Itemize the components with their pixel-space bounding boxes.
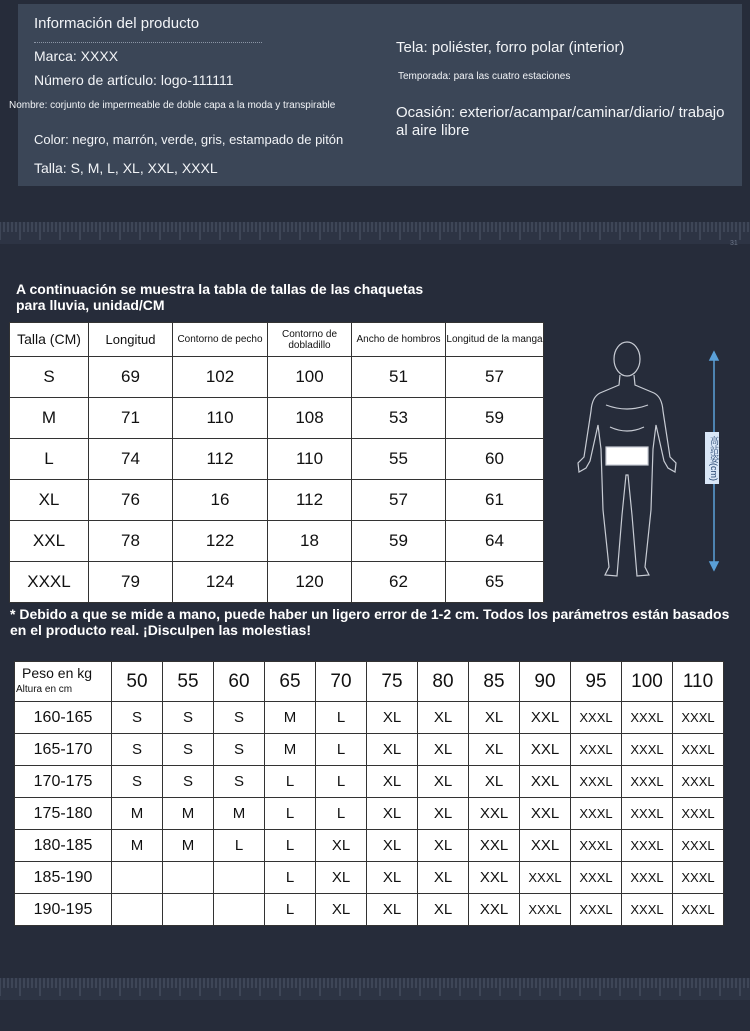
- size-label-cell: S: [10, 357, 89, 398]
- measurement-cell: 78: [89, 521, 173, 562]
- weight-header-cell: 60: [214, 662, 265, 702]
- recommended-size-cell: XXL: [469, 830, 520, 862]
- measurement-cell: 69: [89, 357, 173, 398]
- height-range-cell: 165-170: [15, 734, 112, 766]
- recommended-size-cell: XXL: [520, 830, 571, 862]
- weight-header-cell: 110: [673, 662, 724, 702]
- weight-header-cell: 55: [163, 662, 214, 702]
- recommended-size-cell: S: [112, 734, 163, 766]
- measurement-cell: 76: [89, 480, 173, 521]
- recommended-size-cell: XXXL: [673, 798, 724, 830]
- measurement-cell: 108: [268, 398, 352, 439]
- measurement-cell: 100: [268, 357, 352, 398]
- recommended-size-cell: XXL: [469, 894, 520, 926]
- measurement-cell: 57: [352, 480, 446, 521]
- recommended-size-cell: XXXL: [571, 862, 622, 894]
- season-text: Temporada: para las cuatro estaciones: [398, 71, 571, 82]
- weight-header-cell: 95: [571, 662, 622, 702]
- recommended-size-cell: XXXL: [571, 798, 622, 830]
- recommended-size-cell: XXL: [469, 862, 520, 894]
- recommended-size-cell: XL: [418, 702, 469, 734]
- measurement-cell: 59: [352, 521, 446, 562]
- size-chart-table: [9, 322, 544, 603]
- recommended-size-cell: [214, 862, 265, 894]
- recommended-size-cell: XXXL: [673, 894, 724, 926]
- recommended-size-cell: XXXL: [622, 862, 673, 894]
- occasion-text: Ocasión: exterior/acampar/caminar/diario/ trabajo al aire libre: [396, 104, 725, 139]
- size-row: [10, 398, 544, 439]
- recommended-size-cell: XL: [418, 798, 469, 830]
- recommended-size-cell: L: [214, 830, 265, 862]
- size-chart-heading: A continuación se muestra la tabla de tallas de las chaquetas para lluvia, unidad/CM: [16, 281, 424, 313]
- recommended-size-cell: XXXL: [520, 894, 571, 926]
- recommended-size-cell: [163, 894, 214, 926]
- recommended-size-cell: XXXL: [571, 830, 622, 862]
- col-header-hem: Contorno de dobladillo: [268, 323, 352, 357]
- info-title: Información del producto: [34, 15, 200, 32]
- recommended-size-cell: XL: [469, 766, 520, 798]
- size-row: [10, 439, 544, 480]
- weight-header-cell: 90: [520, 662, 571, 702]
- size-row: [10, 521, 544, 562]
- measurement-cell: 71: [89, 398, 173, 439]
- weight-row: [15, 862, 724, 894]
- measurement-cell: 124: [173, 562, 268, 603]
- recommended-size-cell: XL: [469, 702, 520, 734]
- recommended-size-cell: S: [214, 702, 265, 734]
- col-header-size: Talla (CM): [10, 323, 89, 357]
- recommended-size-cell: XXL: [469, 798, 520, 830]
- measurement-cell: 65: [446, 562, 544, 603]
- weight-row: [15, 798, 724, 830]
- recommended-size-cell: XXXL: [622, 766, 673, 798]
- weight-header-cell: 100: [622, 662, 673, 702]
- size-label-cell: XL: [10, 480, 89, 521]
- recommended-size-cell: XXXL: [622, 830, 673, 862]
- size-row: [10, 357, 544, 398]
- recommended-size-cell: S: [214, 766, 265, 798]
- weight-row: [15, 894, 724, 926]
- weight-row: [15, 766, 724, 798]
- measurement-cell: 74: [89, 439, 173, 480]
- recommended-size-cell: XXXL: [571, 766, 622, 798]
- height-range-cell: 170-175: [15, 766, 112, 798]
- measurement-cell: 120: [268, 562, 352, 603]
- brand-text: Marca: XXXX: [34, 48, 119, 64]
- recommended-size-cell: L: [316, 702, 367, 734]
- recommended-size-cell: XL: [367, 862, 418, 894]
- product-name-text: Nombre: corjunto de impermeable de doble capa a la moda y transpirable: [9, 100, 336, 111]
- recommended-size-cell: M: [265, 734, 316, 766]
- size-label-cell: XXL: [10, 521, 89, 562]
- recommended-size-cell: M: [112, 830, 163, 862]
- color-text: Color: negro, marrón, verde, gris, estampado de pitón: [34, 132, 344, 147]
- recommended-size-cell: XXXL: [673, 702, 724, 734]
- size-row: [10, 480, 544, 521]
- recommended-size-cell: XXXL: [673, 734, 724, 766]
- col-header-sleeve: Longitud de la manga: [446, 323, 544, 357]
- measurement-cell: 79: [89, 562, 173, 603]
- measurement-cell: 53: [352, 398, 446, 439]
- recommended-size-cell: L: [316, 798, 367, 830]
- measurement-cell: 18: [268, 521, 352, 562]
- recommended-size-cell: XXXL: [571, 702, 622, 734]
- corner-header: [15, 662, 112, 702]
- recommended-size-cell: L: [316, 766, 367, 798]
- recommended-size-cell: XL: [316, 830, 367, 862]
- weight-axis-label: Peso en kg: [22, 665, 93, 681]
- size-label-cell: M: [10, 398, 89, 439]
- recommended-size-cell: XXXL: [673, 766, 724, 798]
- recommended-size-cell: S: [163, 702, 214, 734]
- weight-row: [15, 702, 724, 734]
- measurement-cell: 55: [352, 439, 446, 480]
- recommended-size-cell: XXXL: [622, 894, 673, 926]
- height-axis-label: Altura en cm: [16, 684, 73, 695]
- measurement-cell: 112: [268, 480, 352, 521]
- recommended-size-cell: XXL: [520, 798, 571, 830]
- weight-header-cell: 75: [367, 662, 418, 702]
- recommended-size-cell: XL: [418, 894, 469, 926]
- col-header-length: Longitud: [89, 323, 173, 357]
- recommended-size-cell: M: [112, 798, 163, 830]
- recommended-size-cell: XXXL: [571, 894, 622, 926]
- measurement-cell: 16: [173, 480, 268, 521]
- recommended-size-cell: XL: [367, 798, 418, 830]
- height-range-cell: 185-190: [15, 862, 112, 894]
- measurement-note: * Debido a que se mide a mano, puede haber un ligero error de 1-2 cm. Todos los parámetros están basados en el producto real. ¡Disculpen las molestias!: [10, 606, 730, 638]
- recommended-size-cell: L: [265, 894, 316, 926]
- ruler-number: 31: [730, 240, 738, 247]
- measurement-cell: 112: [173, 439, 268, 480]
- recommended-size-cell: [112, 894, 163, 926]
- recommended-size-cell: S: [163, 734, 214, 766]
- recommended-size-cell: XXXL: [622, 734, 673, 766]
- recommended-size-cell: XL: [367, 894, 418, 926]
- recommended-size-cell: XXL: [520, 702, 571, 734]
- recommended-size-cell: XXXL: [571, 734, 622, 766]
- height-range-cell: 175-180: [15, 798, 112, 830]
- recommended-size-cell: XXL: [520, 766, 571, 798]
- height-range-cell: 180-185: [15, 830, 112, 862]
- recommended-size-cell: XL: [418, 830, 469, 862]
- weight-header-cell: 50: [112, 662, 163, 702]
- recommended-size-cell: L: [265, 798, 316, 830]
- recommended-size-cell: XXXL: [673, 830, 724, 862]
- measurement-cell: 102: [173, 357, 268, 398]
- recommended-size-cell: M: [163, 798, 214, 830]
- sizes-text: Talla: S, M, L, XL, XXL, XXXL: [34, 160, 218, 176]
- recommended-size-cell: XL: [316, 894, 367, 926]
- measurement-cell: 57: [446, 357, 544, 398]
- recommended-size-cell: XL: [367, 830, 418, 862]
- measurement-cell: 110: [173, 398, 268, 439]
- recommended-size-cell: S: [214, 734, 265, 766]
- size-row: [10, 562, 544, 603]
- recommended-size-cell: XXXL: [622, 798, 673, 830]
- recommended-size-cell: XL: [418, 862, 469, 894]
- recommended-size-cell: S: [112, 766, 163, 798]
- recommended-size-cell: XL: [469, 734, 520, 766]
- ruler-decoration: [0, 978, 750, 1000]
- weight-header-cell: 70: [316, 662, 367, 702]
- measurement-cell: 60: [446, 439, 544, 480]
- size-label-cell: XXXL: [10, 562, 89, 603]
- product-info-panel: [9, 4, 742, 186]
- recommended-size-cell: [214, 894, 265, 926]
- recommended-size-cell: [163, 862, 214, 894]
- recommended-size-cell: L: [265, 766, 316, 798]
- recommended-size-cell: XL: [418, 766, 469, 798]
- recommended-size-cell: XXXL: [520, 862, 571, 894]
- measurement-cell: 110: [268, 439, 352, 480]
- recommended-size-cell: [112, 862, 163, 894]
- size-label-cell: L: [10, 439, 89, 480]
- recommended-size-cell: S: [163, 766, 214, 798]
- recommended-size-cell: M: [265, 702, 316, 734]
- height-range-cell: 190-195: [15, 894, 112, 926]
- recommended-size-cell: XL: [367, 702, 418, 734]
- measurement-cell: 64: [446, 521, 544, 562]
- recommended-size-cell: XXXL: [622, 702, 673, 734]
- col-header-shoulder: Ancho de hombros: [352, 323, 446, 357]
- size-chart-header-row: [10, 323, 544, 357]
- recommended-size-cell: M: [163, 830, 214, 862]
- recommended-size-cell: L: [316, 734, 367, 766]
- recommended-size-cell: L: [265, 830, 316, 862]
- measurement-cell: 59: [446, 398, 544, 439]
- recommended-size-cell: XXL: [520, 734, 571, 766]
- recommended-size-cell: XL: [418, 734, 469, 766]
- recommended-size-cell: L: [265, 862, 316, 894]
- recommended-size-cell: XL: [367, 766, 418, 798]
- measurement-cell: 61: [446, 480, 544, 521]
- recommended-size-cell: XL: [367, 734, 418, 766]
- ruler-decoration: [0, 222, 750, 244]
- weight-header-cell: 80: [418, 662, 469, 702]
- recommended-size-cell: XL: [316, 862, 367, 894]
- measurement-cell: 51: [352, 357, 446, 398]
- measurement-cell: 62: [352, 562, 446, 603]
- fabric-text: Tela: poliéster, forro polar (interior): [396, 39, 625, 56]
- measurement-cell: 122: [173, 521, 268, 562]
- weight-header-cell: 85: [469, 662, 520, 702]
- height-label: 高站姿(cm): [705, 432, 719, 484]
- weight-header-cell: 65: [265, 662, 316, 702]
- weight-header-row: [15, 662, 724, 702]
- divider: [34, 42, 262, 43]
- human-figure-icon: [578, 342, 676, 576]
- weight-row: [15, 734, 724, 766]
- article-number-text: Número de artículo: logo-111111: [34, 72, 234, 88]
- weight-height-table: [14, 661, 724, 926]
- recommended-size-cell: XXXL: [673, 862, 724, 894]
- height-range-cell: 160-165: [15, 702, 112, 734]
- recommended-size-cell: M: [214, 798, 265, 830]
- weight-row: [15, 830, 724, 862]
- col-header-chest: Contorno de pecho: [173, 323, 268, 357]
- recommended-size-cell: S: [112, 702, 163, 734]
